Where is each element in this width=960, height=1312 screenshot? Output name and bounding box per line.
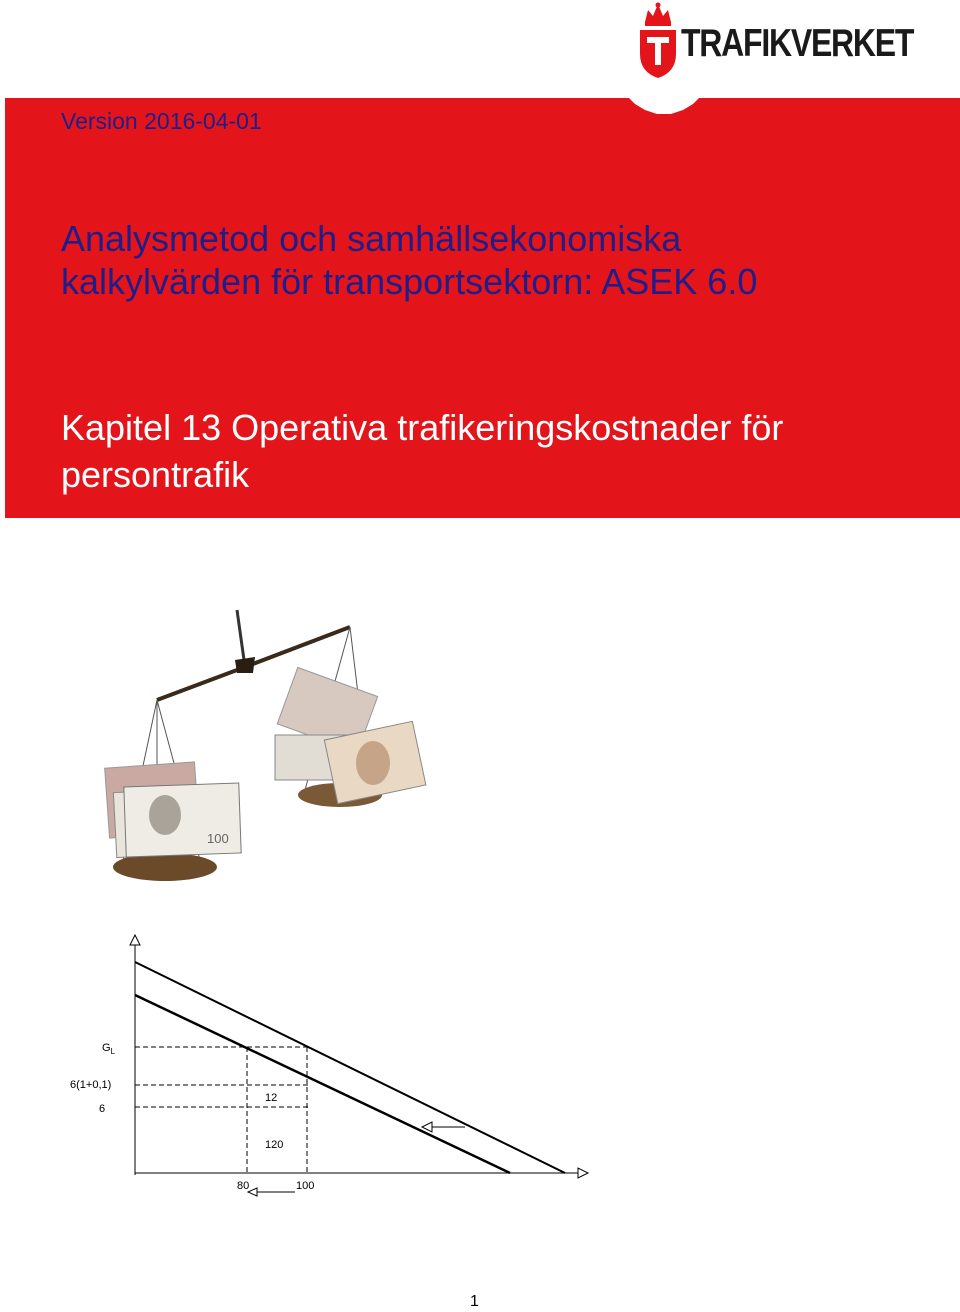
page-number: 1 (470, 1293, 479, 1310)
label-lower-price: 6 (99, 1103, 106, 1115)
x-shift-arrow-head-icon (248, 1188, 257, 1196)
label-x-80: 80 (237, 1180, 250, 1192)
shift-arrow-head-icon (422, 1122, 432, 1132)
trafikverket-crown-icon (632, 0, 684, 82)
svg-text:100: 100 (207, 831, 229, 846)
document-title-line-1: Analysmetod och samhällsekonomiska (61, 218, 682, 259)
label-area-120: 120 (265, 1139, 284, 1151)
banknotes-left (105, 762, 242, 858)
label-x-100: 100 (296, 1180, 315, 1192)
label-gl: $G_L$ (102, 1042, 116, 1056)
demand-curve-lower (135, 995, 510, 1173)
logo-wordmark: TRAFIKVERKET (681, 22, 914, 65)
label-upper-price: 6(1+0,1) (70, 1079, 112, 1091)
scale-hook (237, 610, 245, 667)
y-axis-arrow-icon (130, 935, 140, 945)
demand-diagram (60, 930, 600, 1200)
trafikverket-logo (632, 0, 914, 82)
label-area-12: 12 (265, 1092, 278, 1104)
document-title-line-2: kalkylvärden för transportsektorn: ASEK 6.0 (61, 261, 758, 302)
chapter-title-line-2: persontrafik (61, 454, 250, 495)
chapter-title (61, 404, 783, 498)
chapter-title-line-1: Kapitel 13 Operativa trafikeringskostnader för (61, 407, 784, 448)
banknotes-right (275, 667, 426, 803)
balance-scale-with-banknotes-icon (95, 605, 440, 890)
demand-curve-upper (135, 962, 565, 1173)
version-label: Version 2016-04-01 (61, 108, 262, 134)
x-axis-arrow-icon (578, 1168, 588, 1178)
document-title (61, 217, 757, 303)
